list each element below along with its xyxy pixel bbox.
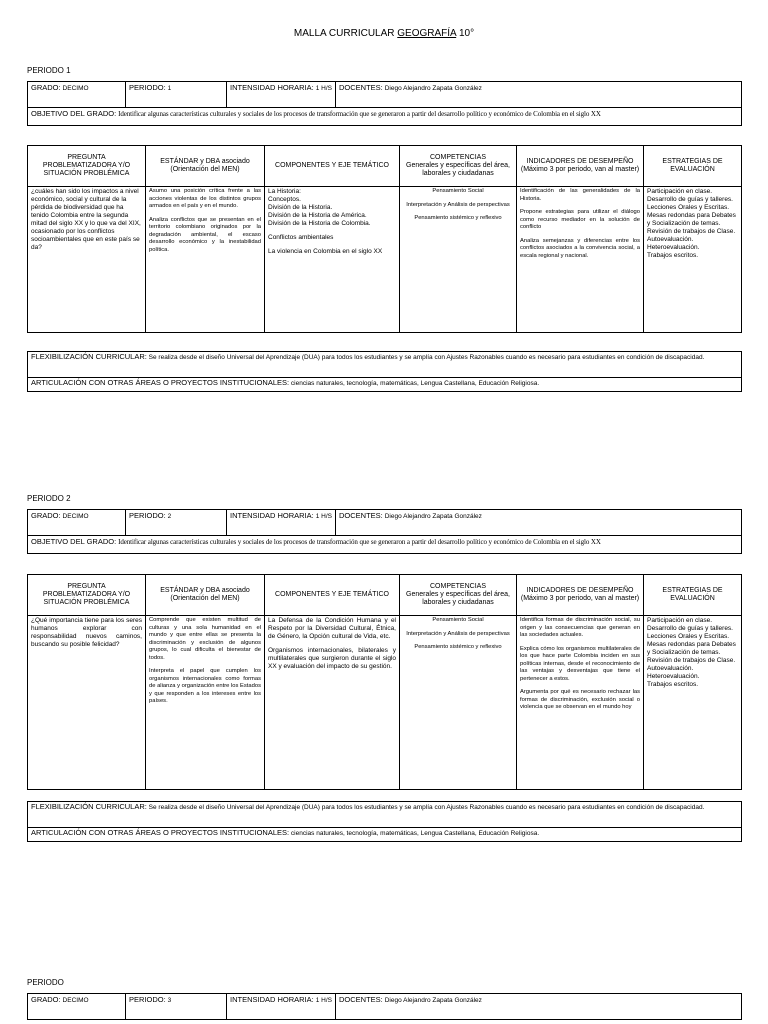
header-componentes: COMPONENTES Y EJE TEMÁTICO	[265, 575, 400, 616]
estrategias-cell: Participación en clase. Desarrollo de guías y talleres. Lecciones Orales y Escritas. Mesas redondas para Debates y Socialización de temas. Revisión de trabajos de Clase. Autoevaluación. Heteroevaluación. Trabajos escritos.	[644, 616, 742, 790]
periodo-1-flex-table	[27, 351, 742, 392]
flexibilizacion-cell: FLEXIBILIZACIÓN CURRICULAR: Se realiza desde el diseño Universal del Aprendizaje (DUA) para todos los estudiantes y se amplía con Ajustes Razonables cuando es necesario para estudiantes en condición de discapacidad.	[28, 352, 742, 378]
intensidad-cell: INTENSIDAD HORARIA: 1 H/S	[227, 994, 336, 1020]
periodo-2-info-table	[27, 509, 742, 554]
componentes-cell: La Defensa de la Condición Humana y el Respeto por la Diversidad Cultural, Étnica, de Género, la Opción cultural de Vida, etc. Organismos internacionales, bilaterales y multilaterales que surgieron durante el siglo XX y evaluación del impacto de su gestión.	[265, 616, 400, 790]
periodo-cell: PERIODO: 3	[126, 994, 227, 1020]
periodo-2-content-table	[27, 574, 742, 790]
header-componentes: COMPONENTES Y EJE TEMÁTICO	[265, 146, 400, 187]
articulacion-cell: ARTICULACIÓN CON OTRAS ÁREAS O PROYECTOS INSTITUCIONALES: ciencias naturales, tecnología, matemáticas, Lengua Castellana, Educación Religiosa.	[28, 378, 742, 392]
periodo-2-label: PERIODO 2	[27, 494, 71, 503]
docentes-cell: DOCENTES: Diego Alejandro Zapata González	[336, 510, 742, 536]
competencias-cell: Pensamiento Social Interpretación y Análisis de perspectivas Pensamiento sistémico y reflexivo	[400, 616, 517, 790]
intensidad-cell: INTENSIDAD HORARIA: 1 H/S	[227, 510, 336, 536]
periodo-3-info-table	[27, 993, 742, 1020]
periodo-cell: PERIODO: 2	[126, 510, 227, 536]
indicadores-cell: Identifica formas de discriminación social, su origen y las consecuencias que generan en las sociedades actuales. Explica cómo los organismos multilaterales de los que hace parte Colombia inciden en sus políticas internas, desde el reconocimiento de las ventajas y desventajas que tiene el pertenecer a estos. Argumenta por qué es necesario rechazar las formas de discriminación, exclusión social o violencia que se observan en el mundo hoy	[517, 616, 644, 790]
periodo-2-flex-table	[27, 801, 742, 842]
page-title: MALLA CURRICULAR GEOGRAFÍA 10°	[293, 28, 475, 39]
objetivo-cell: OBJETIVO DEL GRADO: Identificar algunas características culturales y sociales de los procesos de transformación que se generaron a partir del desarrollo político y económico de Colombia en el siglo XX	[28, 536, 742, 554]
header-estrategias: ESTRATEGIAS DE EVALUACIÓN	[644, 575, 742, 616]
header-pregunta: PREGUNTA PROBLEMATIZADORA Y/O SITUACIÓN PROBLÉMICA	[28, 575, 146, 616]
header-pregunta: PREGUNTA PROBLEMATIZADORA Y/O SITUACIÓN PROBLÉMICA	[28, 146, 146, 187]
objetivo-cell: OBJETIVO DEL GRADO: Identificar algunas características culturales y sociales de los procesos de transformación que se generaron a partir del desarrollo político y económico de Colombia en el siglo XX	[28, 108, 742, 126]
docentes-cell: DOCENTES: Diego Alejandro Zapata González	[336, 82, 742, 108]
docentes-cell: DOCENTES: Diego Alejandro Zapata González	[336, 994, 742, 1020]
grado-cell: GRADO: DECIMO	[28, 994, 126, 1020]
periodo-3-label: PERIODO	[27, 978, 64, 987]
flexibilizacion-cell: FLEXIBILIZACIÓN CURRICULAR: Se realiza desde el diseño Universal del Aprendizaje (DUA) para todos los estudiantes y se amplía con Ajustes Razonables cuando es necesario para estudiantes en condición de discapacidad.	[28, 802, 742, 828]
pregunta-cell: ¿cuáles han sido los impactos a nivel económico, social y cultural de la pérdida de biodiversidad que ha tenido Colombia entre la segunda mitad del siglo XX y lo que va del XIX, ocasionado por los conflictos socioambientales que en este país se da?	[28, 187, 146, 333]
articulacion-cell: ARTICULACIÓN CON OTRAS ÁREAS O PROYECTOS INSTITUCIONALES: ciencias naturales, tecnología, matemáticas, Lengua Castellana, Educación Religiosa.	[28, 828, 742, 842]
header-estrategias: ESTRATEGIAS DE EVALUACIÓN	[644, 146, 742, 187]
grado-cell: GRADO: DECIMO	[28, 82, 126, 108]
periodo-1-content-table	[27, 145, 742, 333]
estandar-cell: Comprende que existen multitud de culturas y una sola humanidad en el mundo y que entre ellas se presenta la discriminación y exclusión de algunos grupos, lo cual dificulta el bienestar de todos. Interpreta el papel que cumplen los organismos internacionales como formas de alianza y organización entre los Estados y que responden a los intereses entre los países.	[146, 616, 265, 790]
estandar-cell: Asumo una posición crítica frente a las acciones violentas de los distintos grupos armados en el país y en el mundo. Analiza conflictos que se presentan en el territorio colombiano originados por la degradación ambiental, el escaso desarrollo económico y la inestabilidad política.	[146, 187, 265, 333]
indicadores-cell: Identificación de las generalidades de la Historia. Propone estrategias para utilizar el diálogo como recurso mediador en la solución de conflicto Analiza semejanzas y diferencias entre los conflictos asociados a la convivencia social, a escala regional y nacional.	[517, 187, 644, 333]
header-estandar: ESTÁNDAR y DBA asociado (Orientación del MEN)	[146, 575, 265, 616]
intensidad-cell: INTENSIDAD HORARIA: 1 H/S	[227, 82, 336, 108]
header-competencias: COMPETENCIAS Generales y específicas del área, laborales y ciudadanas	[400, 575, 517, 616]
header-indicadores: INDICADORES DE DESEMPEÑO (Máximo 3 por periodo, van al master)	[517, 146, 644, 187]
periodo-cell: PERIODO: 1	[126, 82, 227, 108]
componentes-cell: La Historia: Conceptos. División de la Historia. División de la Historia de América. División de la Historia de Colombia. Conflictos ambientales La violencia en Colombia en el siglo XX	[265, 187, 400, 333]
header-competencias: COMPETENCIAS Generales y específicas del área, laborales y ciudadanas	[400, 146, 517, 187]
periodo-1-label: PERIODO 1	[27, 66, 71, 75]
header-indicadores: INDICADORES DE DESEMPEÑO (Máximo 3 por periodo, van al master)	[517, 575, 644, 616]
competencias-cell: Pensamiento Social Interpretación y Análisis de perspectivas Pensamiento sistémico y reflexivo	[400, 187, 517, 333]
pregunta-cell: ¿Qué importancia tiene para los seres humanos explorar con responsabilidad nuevos caminos, buscando su posible felicidad?	[28, 616, 146, 790]
grado-cell: GRADO: DECIMO	[28, 510, 126, 536]
periodo-1-info-table	[27, 81, 742, 126]
estrategias-cell: Participación en clase. Desarrollo de guías y talleres. Lecciones Orales y Escritas. Mesas redondas para Debates y Socialización de temas. Revisión de trabajos de Clase. Autoevaluación. Heteroevaluación. Trabajos escritos.	[644, 187, 742, 333]
header-estandar: ESTÁNDAR y DBA asociado (Orientación del MEN)	[146, 146, 265, 187]
